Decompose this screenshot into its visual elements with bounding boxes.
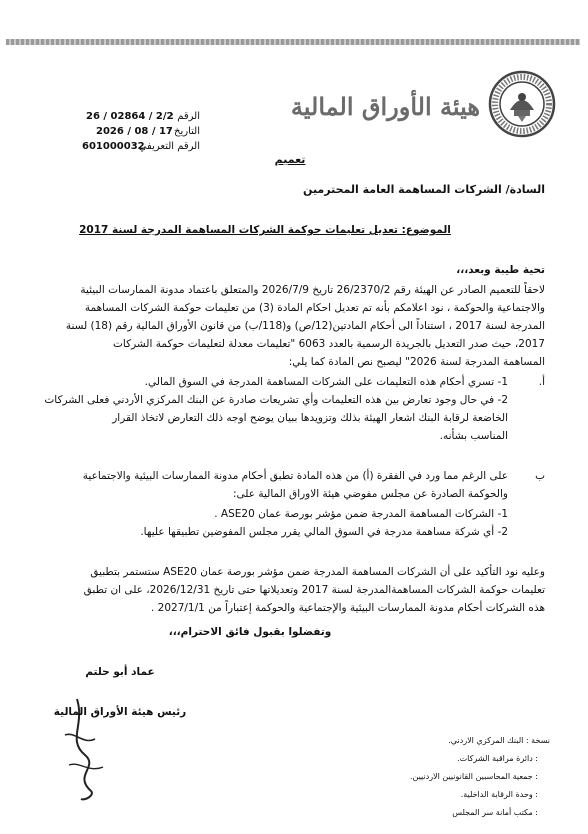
intro-line: لاحقاً للتعميم الصادر عن الهيئة رقم 26/2370/2 تاريخ 2026/7/9 والمتعلق باعتماد مدونة الممارسات البيئية — [80, 284, 545, 296]
clause-a-label: أ. — [538, 376, 545, 388]
clause-b-line: على الرغم مما ورد في الفقرة (أ) من هذه المادة تطبق أحكام مدونة الممارسات البيئية والاجتماعية — [82, 470, 508, 482]
intro-line: المدرجة لسنة 2017 ، استناداً الى أحكام المادتين(12/ص) و(118/ب) من قانون الأوراق المالية رقم (18) لسنة — [65, 320, 545, 332]
reference-number-label: الرقم : — [170, 111, 200, 122]
subject-line: الموضوع: تعديل تعليمات حوكمة الشركات المساهمة المدرجة لسنة 2017 — [79, 224, 451, 236]
cc-item: : وحدة الرقابة الداخلية. — [460, 790, 538, 799]
clause-b-item-2: 2- أي شركة مساهمة مدرجة في السوق المالي يقرر مجلس المفوضين تطبيقها عليها. — [140, 526, 508, 538]
clause-b-label: ب — [535, 470, 545, 482]
clause-b-item-1: 1- الشركات المساهمة المدرجة ضمن مؤشر بورصة عمان ASE20 . — [214, 508, 508, 520]
commission-seal-logo — [488, 70, 556, 138]
cc-heading: نسخة : البنك المركزي الاردني. — [448, 736, 550, 745]
organization-name-arabic: هيئة الأوراق المالية — [290, 92, 480, 121]
addressee: السادة/ الشركات المساهمة العامة المحترمين — [303, 183, 545, 196]
top-scan-border — [6, 39, 580, 45]
signatory-title: رئيس هيئة الأوراق المالية — [53, 706, 187, 718]
date-value: 2026 / 08 / 17 — [96, 126, 173, 137]
closing-line: هذه الشركات أحكام مدونة الممارسات البيئية والإجتماعية والحوكمة إعتباراً من 2027/1/1 . — [150, 602, 545, 614]
intro-line: والاجتماعية والحوكمة ، نود اعلامكم بأنه تم تعديل احكام المادة (3) من تعليمات حوكمة الشركات المساهمة — [84, 302, 545, 314]
date-label: التاريخ : — [167, 126, 200, 137]
clause-a-item-2-line: 2- في حال وجود تعارض بين هذه التعليمات وأي تشريعات صادرة عن البنك المركزي الأردني فعلى الشركات — [44, 394, 508, 406]
reference-number-value: 26 / 02864 / 2/2 — [86, 111, 174, 122]
intro-line: 2017، حيث صدر التعديل بالجريدة الرسمية بالعدد 6063 "تعليمات معدلة لتعليمات حوكمة الشركات — [113, 338, 545, 350]
closing-regards: وتفضلوا بقبول فائق الاحترام،،، — [168, 626, 332, 638]
clause-a-item-1: 1- تسري أحكام هذه التعليمات على الشركات المساهمة المدرجة في السوق المالي. — [144, 376, 508, 388]
clause-b-line: والحوكمة الصادرة عن مجلس مفوضي هيئة الاوراق المالية على: — [232, 488, 508, 500]
cc-item: : دائرة مراقبة الشركات. — [457, 754, 538, 763]
cc-item: : مكتب أمانة سر المجلس — [452, 808, 538, 817]
closing-line: تعليمات حوكمة الشركات المساهمةالمدرجة لسنة 2017 وتعديلاتها حتى تاريخ 2026/12/31، على ان تطبق — [83, 584, 545, 596]
cc-item: : جمعية المحاسبين القانونيين الاردنيين. — [409, 772, 538, 781]
intro-line: المساهمة المدرجة لسنة 2026" ليصبح نص المادة كما يلي: — [288, 356, 545, 368]
greeting: تحية طيبة وبعد،،، — [456, 264, 545, 276]
clause-a-item-2-line: المناسب بشأنه. — [439, 430, 508, 442]
signatory-name: عماد أبو حلتم — [85, 666, 155, 678]
identifier-value: 601000032 — [82, 141, 145, 152]
closing-line: وعليه نود التأكيد على أن الشركات المساهمة المدرجة ضمن مؤشر بورصة عمان ASE20 ستستمر بتطبيق — [90, 566, 545, 578]
identifier-label: الرقم التعريفي : — [132, 141, 200, 152]
clause-a-item-2-line: الخاضعة لرقابة البنك اشعار الهيئة بذلك وتزويدها ببيان يوضح اوجه ذلك التعارض لاتخاذ القرار — [112, 412, 508, 424]
circular-title: تعميم — [274, 153, 306, 166]
